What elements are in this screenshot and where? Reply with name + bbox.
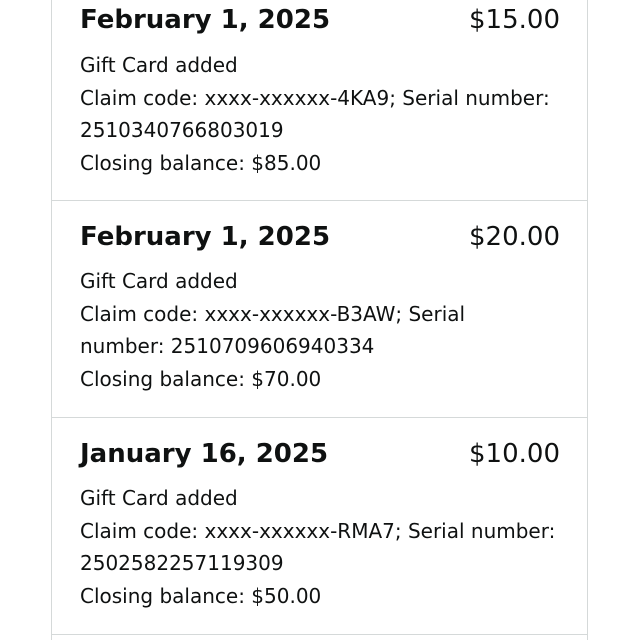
transaction-body bbox=[80, 49, 580, 179]
transaction-closing-balance: Closing balance: $50.00 bbox=[80, 583, 322, 608]
transaction-amount: $20.00 bbox=[469, 222, 560, 252]
transaction-date: February 1, 2025 bbox=[80, 5, 331, 35]
transaction-description: Gift Card added bbox=[80, 269, 238, 293]
transaction-claim-details: Claim code: xxxx-xxxxxx-B3AW; Serial number: 2510709606940334 bbox=[80, 301, 466, 359]
transaction-body bbox=[80, 265, 480, 395]
transaction-item bbox=[52, 418, 587, 635]
transaction-item bbox=[52, 0, 587, 201]
transaction-date: February 1, 2025 bbox=[80, 222, 331, 252]
transaction-date: January 16, 2025 bbox=[80, 439, 329, 469]
transaction-item bbox=[52, 201, 587, 418]
transaction-claim-details: Claim code: xxxx-xxxxxx-4KA9; Serial number: 2510340766803019 bbox=[80, 85, 550, 143]
transaction-claim-details: Claim code: xxxx-xxxxxx-RMA7; Serial number: 2502582257119309 bbox=[80, 518, 556, 576]
transaction-header bbox=[80, 217, 560, 257]
transaction-closing-balance: Closing balance: $85.00 bbox=[80, 150, 322, 175]
gift-card-activity-list bbox=[51, 0, 588, 640]
transaction-header bbox=[80, 434, 560, 474]
transaction-body bbox=[80, 482, 580, 612]
transaction-amount: $15.00 bbox=[469, 5, 560, 35]
transaction-description: Gift Card added bbox=[80, 486, 238, 510]
transaction-description: Gift Card added bbox=[80, 53, 238, 77]
transaction-amount: $10.00 bbox=[469, 439, 560, 469]
transaction-closing-balance: Closing balance: $70.00 bbox=[80, 366, 322, 391]
transaction-header bbox=[80, 0, 560, 40]
